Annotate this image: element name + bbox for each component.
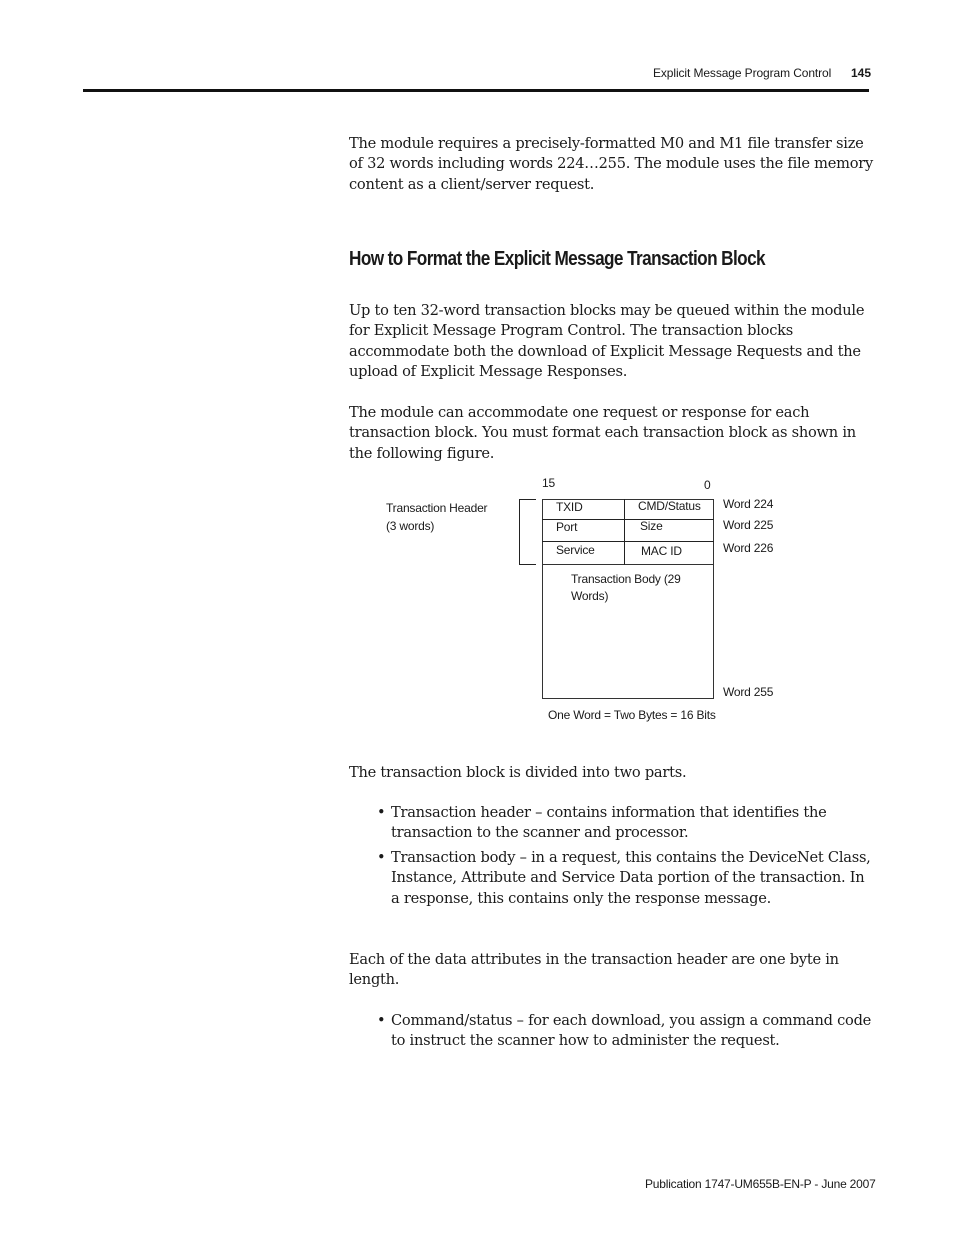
bracket-top [519, 499, 536, 500]
row-service: Service [556, 543, 595, 557]
parts-bullet-list [376, 803, 876, 909]
row-txid: TXID [556, 500, 583, 514]
list-item: • Transaction header – contains information that identifies the transaction to the scanner and processor. [377, 804, 827, 842]
row-mac-id: MAC ID [641, 544, 682, 558]
bit-15-label: 15 [542, 476, 555, 490]
word-225-label: Word 225 [723, 518, 774, 532]
publication-footer: Publication 1747-UM655B-EN-P - June 2007 [645, 1177, 876, 1191]
section-paragraph-1: Up to ten 32-word transaction blocks may be queued within the module for Explicit Message Program Control. The transaction blocks accommodate both the download of Explicit Message Requests and the upload of Explicit Message Responses. [349, 302, 865, 381]
list-item: • Transaction body – in a request, this contains the DeviceNet Class, Instance, Attribute and Service Data portion of the transaction. In a response, this contains only the response message. [377, 848, 871, 907]
page-number: 145 [851, 66, 872, 80]
word-226-label: Word 226 [723, 541, 774, 555]
intro-paragraph: The module requires a precisely-formatted M0 and M1 file transfer size of 32 words including words 224…255. The module uses the file memory content as a client/server request. [349, 135, 874, 193]
header-column-divider [624, 499, 625, 565]
header-label-line2: (3 words) [386, 519, 435, 533]
word-255-label: Word 255 [723, 685, 774, 699]
list-item: • Command/status – for each download, you assign a command code to instruct the scanner how to administer the request. [377, 1012, 872, 1050]
header-label-line1: Transaction Header [386, 501, 488, 515]
bracket-bottom [519, 564, 536, 565]
attributes-bullet-list [376, 1011, 876, 1052]
attributes-intro: Each of the data attributes in the transaction header are one byte in length. [349, 951, 839, 989]
header-rule [83, 89, 869, 92]
body-label-line2: Words) [571, 589, 609, 603]
figure-caption: One Word = Two Bytes = 16 Bits [548, 708, 716, 722]
row-cmd-status: CMD/Status [638, 499, 701, 513]
section-paragraph-2: The module can accommodate one request or response for each transaction block. You must format each transaction block as shown in the following figure. [349, 404, 856, 462]
bit-0-label: 0 [704, 478, 711, 492]
row-divider-2 [542, 541, 714, 542]
word-224-label: Word 224 [723, 497, 774, 511]
row-size: Size [640, 519, 663, 533]
row-port: Port [556, 520, 578, 534]
bracket-spine [519, 499, 520, 565]
body-label-line1: Transaction Body (29 [571, 572, 681, 586]
parts-intro: The transaction block is divided into two parts. [349, 764, 687, 781]
section-heading: How to Format the Explicit Message Transaction Block [349, 248, 765, 270]
running-header-title: Explicit Message Program Control [653, 66, 832, 80]
